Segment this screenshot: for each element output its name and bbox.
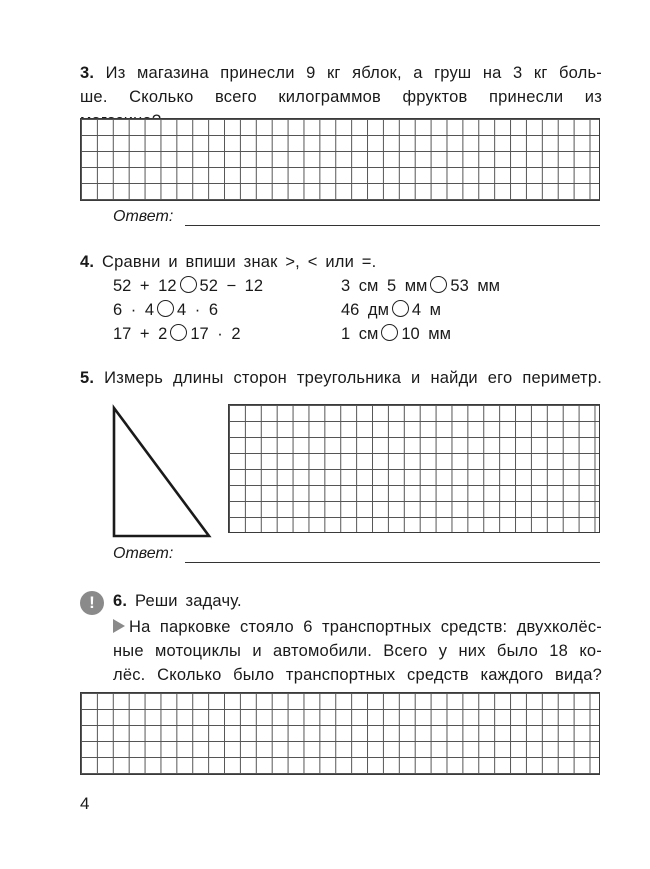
compare-left-b: 4 · 6: [177, 301, 219, 319]
compare-row-3-right: [341, 324, 451, 344]
compare-left-a: 17 + 2: [113, 325, 168, 343]
task-6-text: [113, 615, 602, 687]
task-5-answer-label: Ответ:: [113, 545, 174, 562]
compare-right-a: 1 см: [341, 325, 379, 343]
task-4-number: 4.: [80, 253, 95, 271]
task-6-line3: лёс. Сколько было транспортных средств каждого вида?: [113, 666, 602, 684]
task-6-number: 6.: [113, 592, 128, 610]
triangle-shape: [114, 408, 209, 536]
compare-right-b: 4 м: [411, 301, 442, 319]
task-6-instruction: Реши задачу.: [134, 592, 242, 610]
task-6-line1: На парковке стояло 6 транспортных средств: двухколёс-: [129, 618, 602, 636]
compare-circle[interactable]: [180, 276, 197, 293]
compare-right-a: 3 см 5 мм: [341, 277, 428, 295]
compare-row-3-left: [113, 324, 241, 344]
task-5-number: 5.: [80, 369, 95, 387]
compare-row-1-left: [113, 276, 263, 296]
compare-left-b: 17 · 2: [190, 325, 241, 343]
compare-row-2-right: [341, 300, 441, 320]
compare-circle[interactable]: [157, 300, 174, 317]
task-4-instruction-line: [80, 250, 376, 274]
compare-circle[interactable]: [392, 300, 409, 317]
compare-right-b: 53 мм: [450, 277, 501, 295]
compare-circle[interactable]: [430, 276, 447, 293]
task-6-header: [113, 589, 242, 613]
task-5-instruction-line: [80, 366, 602, 390]
play-arrow-icon: [113, 619, 125, 633]
task-5-answer-line[interactable]: [185, 562, 600, 563]
compare-left-a: 6 · 4: [113, 301, 155, 319]
compare-right-b: 10 мм: [401, 325, 451, 343]
task-6-line2: ные мотоциклы и автомобили. Всего у них было 18 ко-: [113, 642, 602, 660]
compare-circle[interactable]: [170, 324, 187, 341]
triangle-figure: [108, 402, 218, 542]
task-3-grid[interactable]: [80, 118, 600, 201]
compare-row-1-right: [341, 276, 500, 296]
task-5-instruction: Измерь длины сторон треугольника и найди его периметр.: [104, 369, 602, 387]
important-marker-icon: !: [80, 591, 104, 615]
task-6-grid[interactable]: [80, 692, 600, 775]
task-3-line2: ше. Сколько всего килограммов фруктов принесли из: [80, 88, 602, 106]
compare-right-a: 46 дм: [341, 301, 389, 319]
task-3-answer-label: Ответ:: [113, 208, 174, 225]
compare-row-2-left: [113, 300, 218, 320]
task-3-line1: Из магазина принесли 9 кг яблок, а груш на 3 кг боль-: [105, 64, 603, 82]
task-4-instruction: Сравни и впиши знак >, < или =.: [101, 253, 377, 271]
compare-left-a: 52 + 12: [113, 277, 177, 295]
task-3-answer-line[interactable]: [185, 225, 600, 226]
compare-circle[interactable]: [381, 324, 398, 341]
compare-left-b: 52 − 12: [199, 277, 264, 295]
page-number: 4: [80, 794, 90, 813]
task-5-grid[interactable]: [228, 404, 600, 533]
task-3-number: 3.: [80, 64, 95, 82]
